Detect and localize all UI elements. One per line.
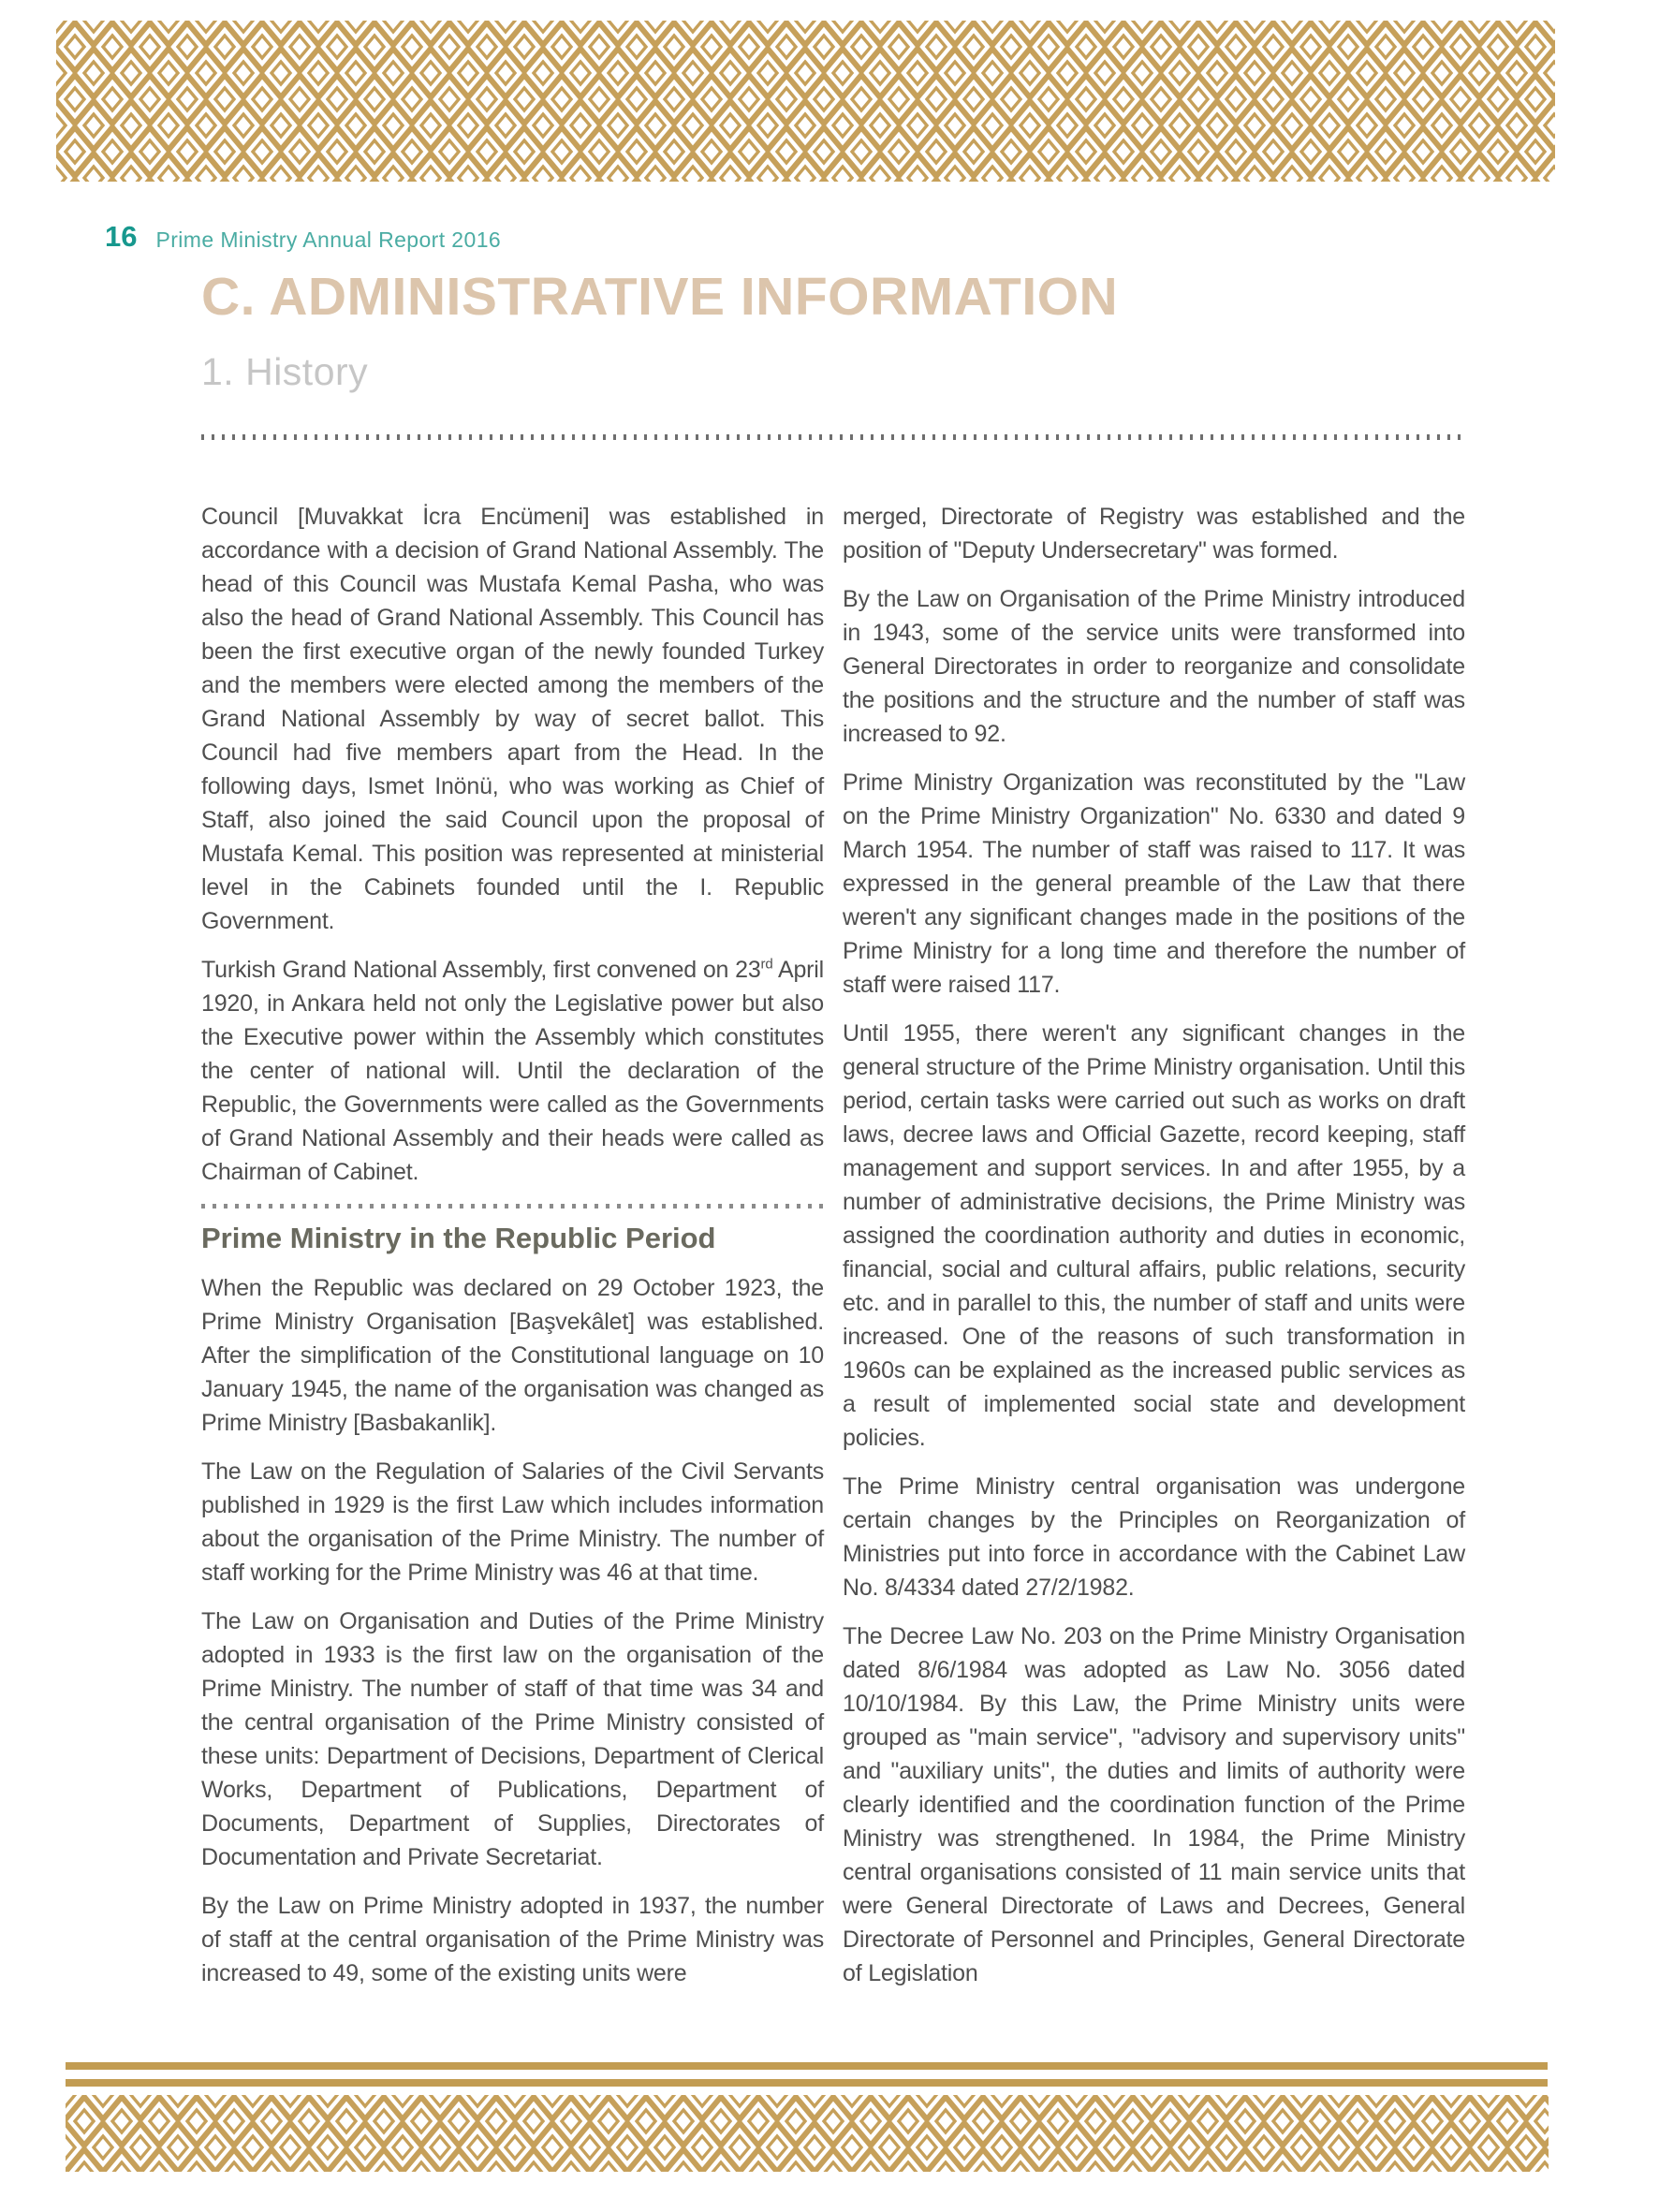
body-paragraph xyxy=(201,953,824,1189)
body-paragraph xyxy=(201,500,824,938)
text-run: Turkish Grand National Assembly, first convened on 23 xyxy=(201,957,761,983)
body-paragraph xyxy=(201,1604,824,1874)
body-paragraph xyxy=(201,1455,824,1589)
text-run: Council [Muvakkat İcra Encümeni] was established in accordance with a decision of Grand National Assembly. The head of this Council was Mustafa Kemal Pasha, who was also the head of Grand National Assembly. This Council has been the first executive organ of the newly founded Turkey and the members were elected among the members of the Grand National Assembly by way of secret ballot. This Council had five members apart from the Head. In the following days, Ismet Inönü, who was working as Chief of Staff, also joined the said Council upon the proposal of Mustafa Kemal. This position was represented at ministerial level in the Cabinets founded until the I. Republic Government. xyxy=(201,504,824,934)
text-run: The Decree Law No. 203 on the Prime Ministry Organisation dated 8/6/1984 was adopted as Law No. 3056 dated 10/10/1984. By this Law, the Prime Ministry units were grouped as "main service", "advisory and supervisory units" and "auxiliary units", the duties and limits of authority were clearly identified and the coordination function of the Prime Ministry was strengthened. In 1984, the Prime Ministry central organisations consisted of 11 main service units that were General Directorate of Laws and Decrees, General Directorate of Personnel and Principles, General Directorate of Legislation xyxy=(843,1623,1465,1986)
section-title: C. ADMINISTRATIVE INFORMATION xyxy=(201,267,1119,327)
text-run: When the Republic was declared on 29 October 1923, the Prime Ministry Organisation [Başvekâlet] was established. After the simplification of the Constitutional language on 10 January 1945, the name of the organisation was changed as Prime Ministry [Basbakanlik]. xyxy=(201,1275,824,1436)
bottom-rule xyxy=(66,2062,1548,2070)
text-run: By the Law on Organisation of the Prime Ministry introduced in 1943, some of the service units were transformed into General Directorates in order to reorganize and consolidate the positions and the structure and the number of staff was increased to 92. xyxy=(843,586,1465,747)
page-content xyxy=(201,269,1465,2005)
body-paragraph xyxy=(201,1889,824,1990)
body-paragraph xyxy=(843,582,1465,751)
text-run: The Prime Ministry central organisation was undergone certain changes by the Principles on Reorganization of Ministries put into force in accordance with the Cabinet Law No. 8/4334 dated 27/2/1982. xyxy=(843,1473,1465,1601)
dotted-divider xyxy=(201,1204,824,1209)
body-paragraph xyxy=(201,1271,824,1440)
section-subtitle: 1. History xyxy=(201,350,369,393)
right-column xyxy=(843,500,1465,2005)
two-column-text xyxy=(201,500,1465,2005)
body-paragraph xyxy=(843,766,1465,1002)
body-paragraph xyxy=(843,500,1465,567)
superscript-ordinal: rd xyxy=(760,956,773,973)
body-paragraph xyxy=(843,1017,1465,1455)
report-title: Prime Ministry Annual Report 2016 xyxy=(155,227,502,252)
bottom-ornament-border-pattern xyxy=(66,2095,1549,2172)
text-run: By the Law on Prime Ministry adopted in 1937, the number of staff at the central organisation of the Prime Ministry was increased to 49, some of the existing units were xyxy=(201,1893,824,1986)
body-paragraph xyxy=(843,1470,1465,1604)
text-run: The Law on the Regulation of Salaries of the Civil Servants published in 1929 is the first Law which includes information about the organisation of the Prime Ministry. The number of staff working for the Prime Ministry was 46 at that time. xyxy=(201,1458,824,1586)
top-ornament-border-pattern xyxy=(56,21,1555,182)
text-run: merged, Directorate of Registry was established and the position of "Deputy Undersecretary" was formed. xyxy=(843,504,1465,564)
left-column xyxy=(201,500,824,2005)
bottom-rule xyxy=(66,2079,1548,2087)
text-run: April 1920, in Ankara held not only the Legislative power but also the Executive power within the Assembly which constitutes the center of national will. Until the declaration of the Republic, the Governments were called as the Governments of Grand National Assembly and their heads were called as Chairman of Cabinet. xyxy=(201,957,824,1185)
page-number: 16 xyxy=(105,220,138,253)
dotted-divider xyxy=(201,434,1465,440)
body-paragraph xyxy=(843,1619,1465,1990)
text-run: Until 1955, there weren't any significant changes in the general structure of the Prime Ministry organisation. Until this period, certain tasks were carried out such as works on draft laws, decree laws and Official Gazette, record keeping, staff management and support services. In and after 1955, by a number of administrative decisions, the Prime Ministry was assigned the coordination authority and duties in economic, financial, social and cultural affairs, public relations, security etc. and in parallel to this, the number of staff and units were increased. One of the reasons of such transformation in 1960s can be explained as the increased public services as a result of implemented social state and development policies. xyxy=(843,1020,1465,1451)
text-run: Prime Ministry Organization was reconstituted by the "Law on the Prime Ministry Organization" No. 6330 and dated 9 March 1954. The number of staff was raised to 117. It was expressed in the general preamble of the Law that there weren't any significant changes made in the positions of the Prime Ministry for a long time and therefore the number of staff were raised 117. xyxy=(843,769,1465,998)
subsection-heading: Prime Ministry in the Republic Period xyxy=(201,1222,716,1254)
running-header xyxy=(105,221,501,256)
text-run: The Law on Organisation and Duties of the Prime Ministry adopted in 1933 is the first law on the organisation of the Prime Ministry. The number of staff of that time was 34 and the central organisation of the Prime Ministry consisted of these units: Department of Decisions, Department of Clerical Works, Department of Publications, Department of Documents, Department of Supplies, Directorates of Documentation and Private Secretariat. xyxy=(201,1608,824,1870)
